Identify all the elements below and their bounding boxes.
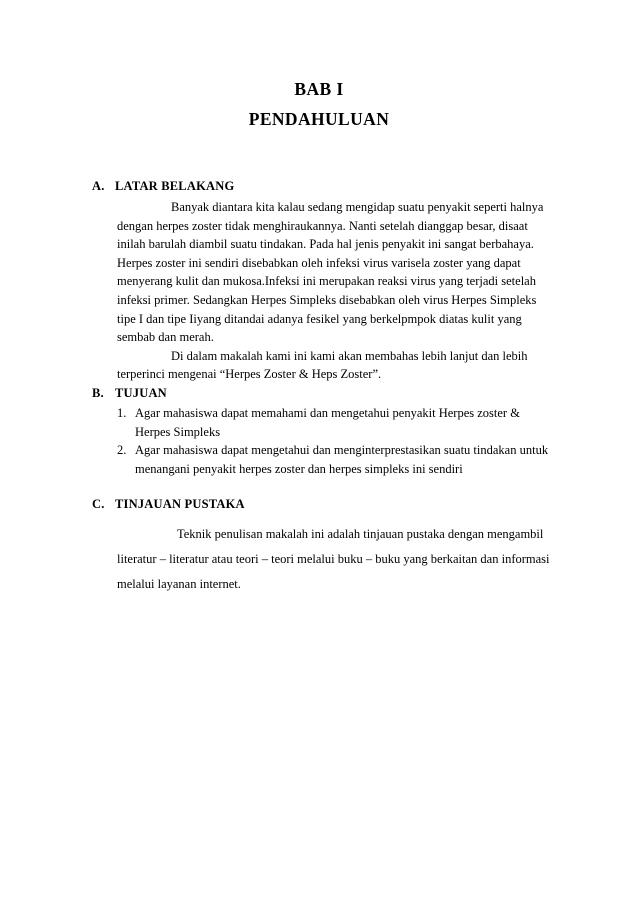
list-item-line: Agar mahasiswa dapat mengetahui dan menginterprestasikan suatu tindakan untuk xyxy=(135,443,549,458)
section-c-paragraph xyxy=(117,522,550,597)
paragraph-line: melalui layanan internet. xyxy=(117,577,241,591)
paragraph-line: tipe I dan tipe Iiyang ditandai adanya fesikel yang berkelpmpok diatas kulit yang xyxy=(117,311,522,326)
section-c-title: TINJAUAN PUSTAKA xyxy=(115,497,245,511)
section-a-letter: A. xyxy=(92,179,105,193)
list-item-number: 1. xyxy=(117,406,127,420)
paragraph-line: Teknik penulisan makalah ini adalah tinjauan pustaka dengan mengambil xyxy=(177,527,544,541)
chapter-number: BAB I xyxy=(294,79,344,99)
list-item xyxy=(117,441,548,478)
list-item-line: menangani penyakit herpes zoster dan herpes simpleks ini sendiri xyxy=(135,461,463,476)
list-item-line: Herpes Simpleks xyxy=(135,424,221,439)
section-b-title: TUJUAN xyxy=(115,386,167,400)
paragraph-line: Di dalam makalah kami ini kami akan membahas lebih lanjut dan lebih xyxy=(171,348,528,363)
tujuan-list xyxy=(117,404,548,478)
section-a-paragraph xyxy=(117,198,543,384)
paragraph-line: terperinci mengenai “Herpes Zoster & Heps Zoster”. xyxy=(117,367,382,382)
paragraph-line: menyerang kulit dan mukosa.Infeksi ini merupakan reaksi virus yang terjadi setelah xyxy=(117,274,536,289)
paragraph-line: Herpes zoster ini sendiri disebabkan oleh infeksi virus varisela zoster yang dapat xyxy=(117,255,521,270)
paragraph-line: dengan herpes zoster tidak menghiraukannya. Nanti setelah dianggap besar, disaat xyxy=(117,218,528,233)
paragraph-line: literatur – literatur atau teori – teori melalui buku – buku yang berkaitan dan informasi xyxy=(117,552,550,566)
chapter-title: PENDAHULUAN xyxy=(248,109,390,129)
section-b-letter: B. xyxy=(92,386,104,400)
list-item xyxy=(117,404,548,441)
paragraph-line: sembab dan merah. xyxy=(117,330,214,345)
paragraph-line: Banyak diantara kita kalau sedang mengidap suatu penyakit seperti halnya xyxy=(171,200,544,214)
paragraph-line: infeksi primer. Sedangkan Herpes Simpleks disebabkan oleh virus Herpes Simpleks xyxy=(117,292,537,307)
section-c-letter: C. xyxy=(92,497,105,511)
section-a-title: LATAR BELAKANG xyxy=(115,179,235,193)
paragraph-line: inilah barulah diambil suatu tindakan. Pada hal jenis penyakit ini sangat berbahaya. xyxy=(117,237,534,252)
list-item-line: Agar mahasiswa dapat memahami dan mengetahui penyakit Herpes zoster & xyxy=(135,406,520,420)
list-item-number: 2. xyxy=(117,443,127,458)
